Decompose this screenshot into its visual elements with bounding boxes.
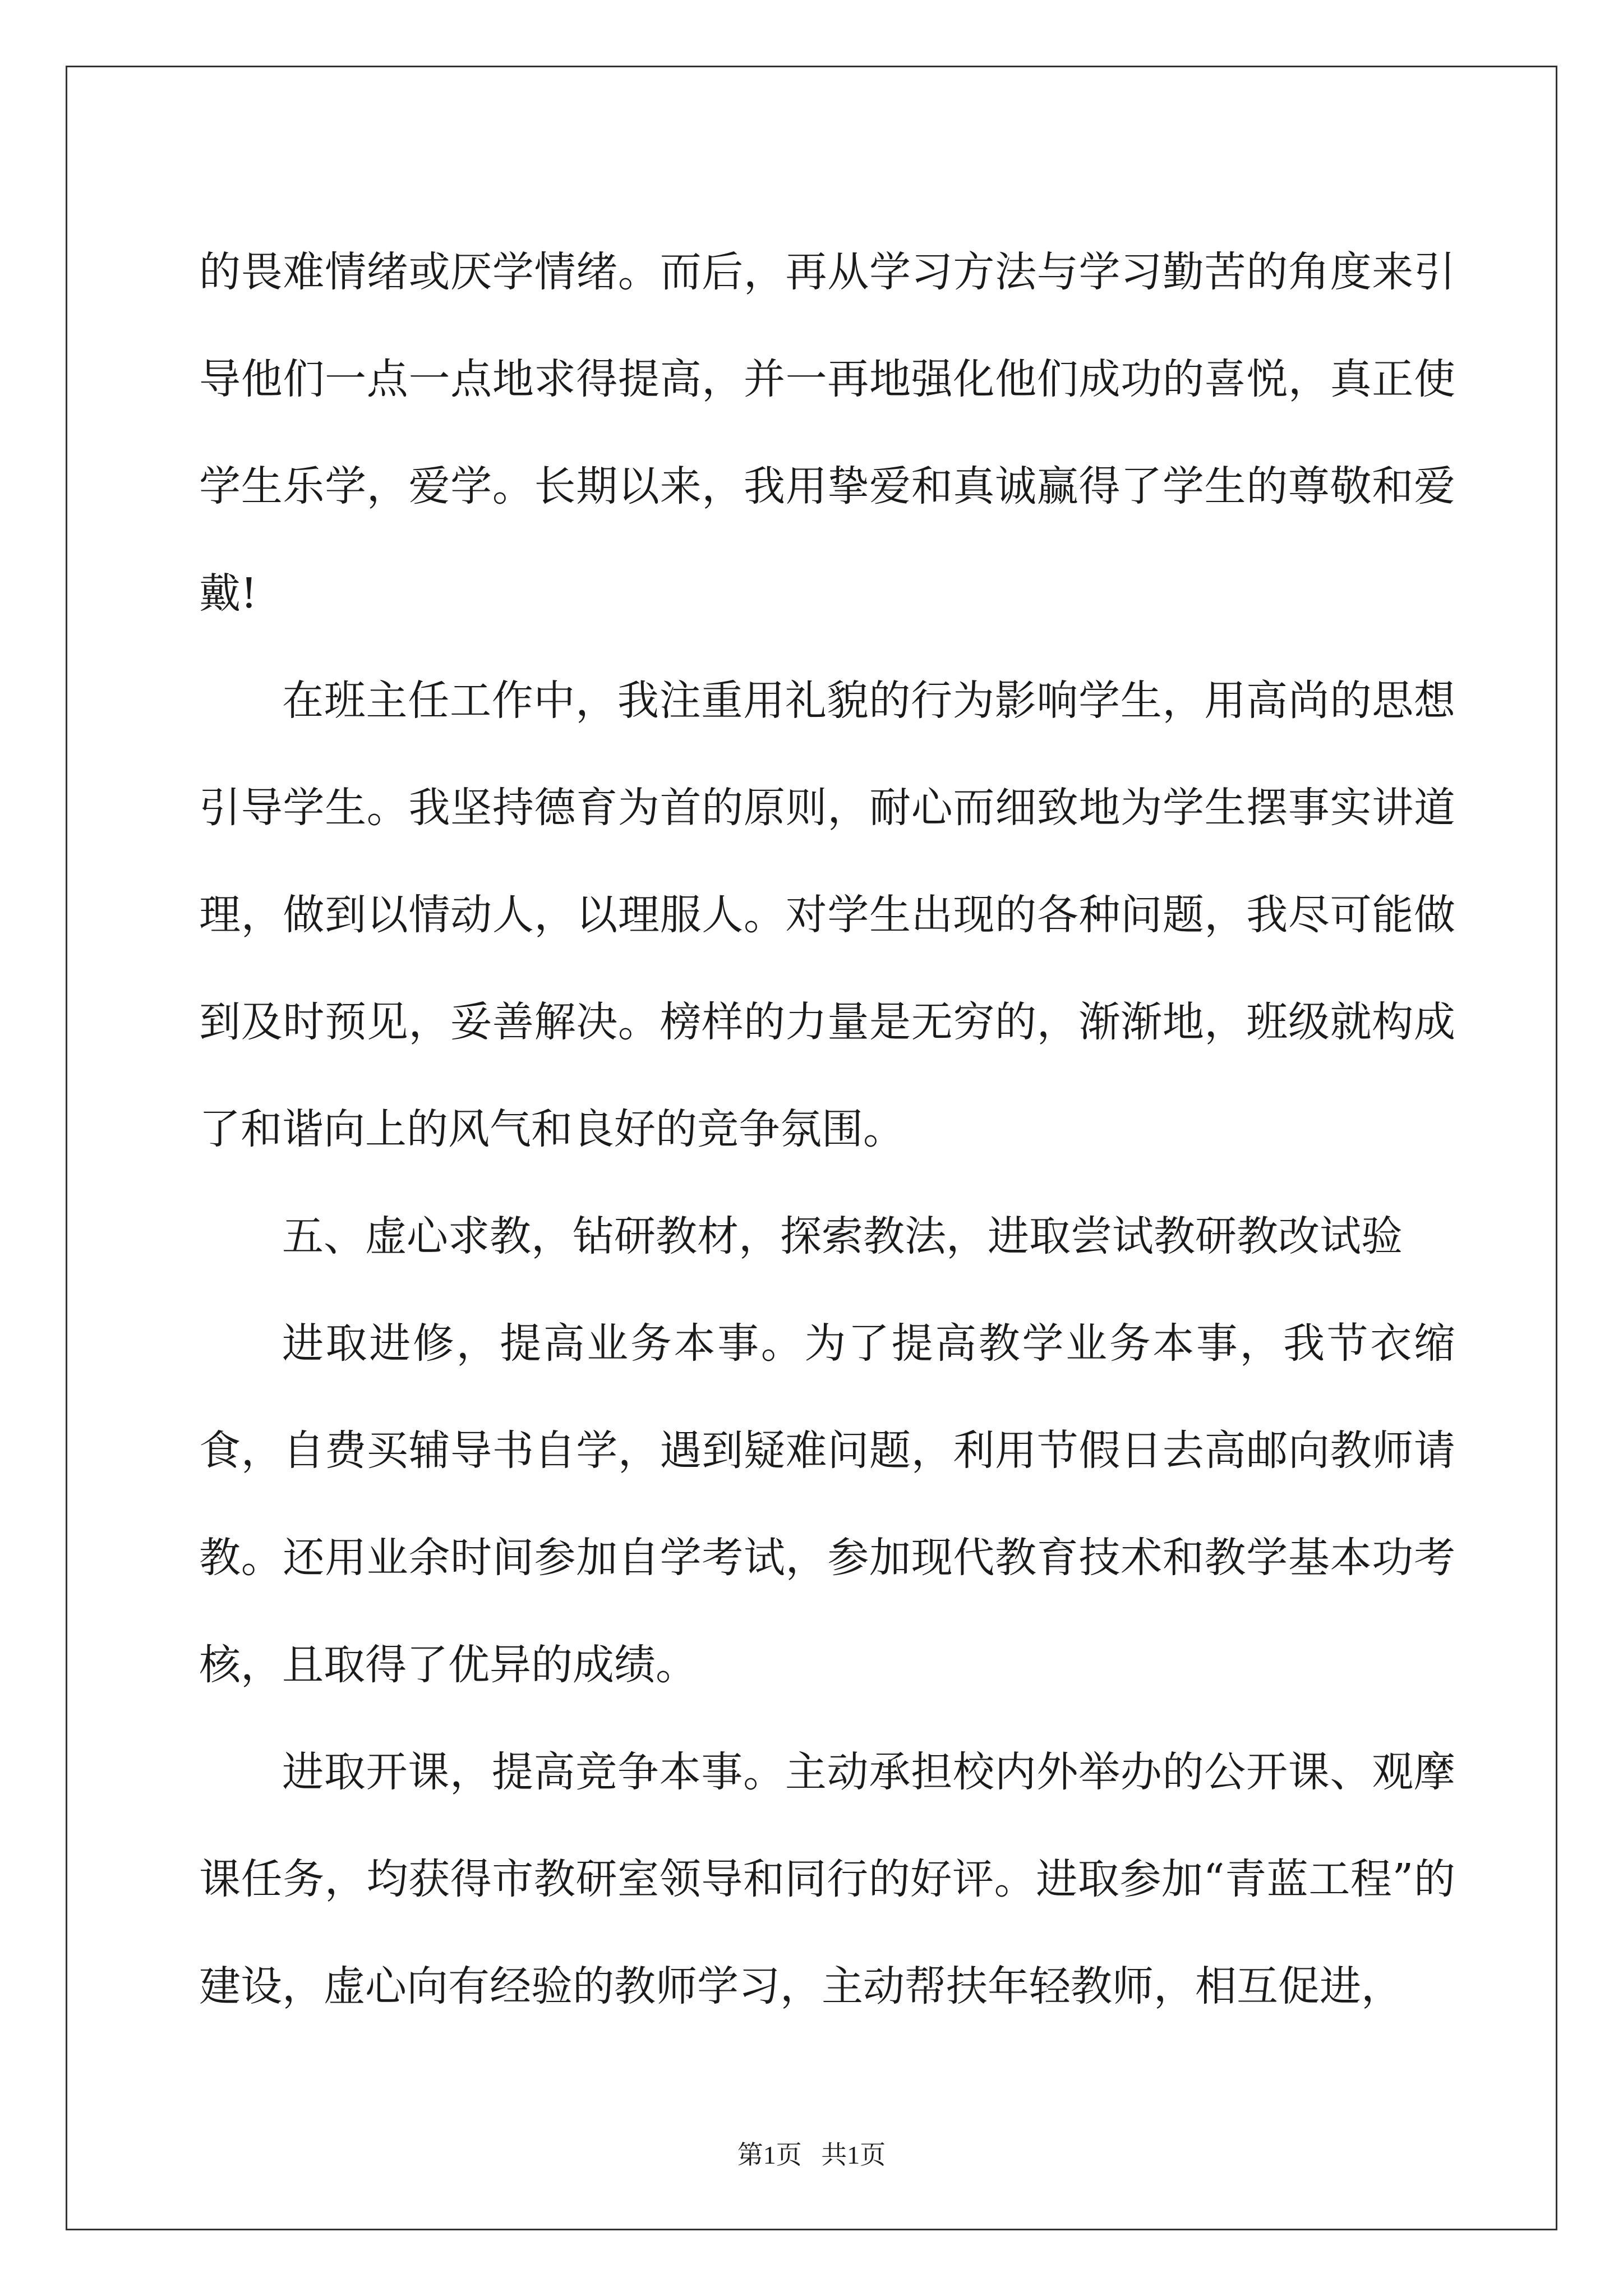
document-body [199, 219, 1455, 2040]
paragraph-3-heading: 五、虚心求教，钻研教材，探索教法，进取尝试教研教改试验 [282, 1212, 1403, 1260]
page-number-label: 第1页 共1页 [737, 2141, 886, 2169]
paragraph-1: 的畏难情绪或厌学情绪。而后，再从学习方法与学习勤苦的角度来引导他们一点一点地求得提高，并一再地强化他们成功的喜悦，真正使学生乐学，爱学。长期以来，我用挚爱和真诚赢得了学生的尊敬和爱戴! [199, 248, 1455, 618]
paragraph-2: 在班主任工作中，我注重用礼貌的行为影响学生，用高尚的思想引导学生。我坚持德育为首的原则，耐心而细致地为学生摆事实讲道理，做到以情动人，以理服人。对学生出现的各种问题，我尽可能做到及时预见，妥善解决。榜样的力量是无穷的，渐渐地，班级就构成了和谐向上的风气和良好的竞争氛围。 [199, 677, 1455, 1153]
paragraph-5: 进取开课，提高竞争本事。主动承担校内外举办的公开课、观摩课任务，均获得市教研室领导和同行的好评。进取参加“青蓝工程”的建设，虚心向有经验的教师学习，主动帮扶年轻教师，相互促进， [199, 1748, 1455, 2010]
paragraph-4: 进取进修，提高业务本事。为了提高教学业务本事，我节衣缩食，自费买辅导书自学，遇到疑难问题，利用节假日去高邮向教师请教。还用业余时间参加自学考试，参加现代教育技术和教学基本功考核，且取得了优异的成绩。 [199, 1319, 1455, 1689]
page-footer [0, 2134, 1623, 2171]
